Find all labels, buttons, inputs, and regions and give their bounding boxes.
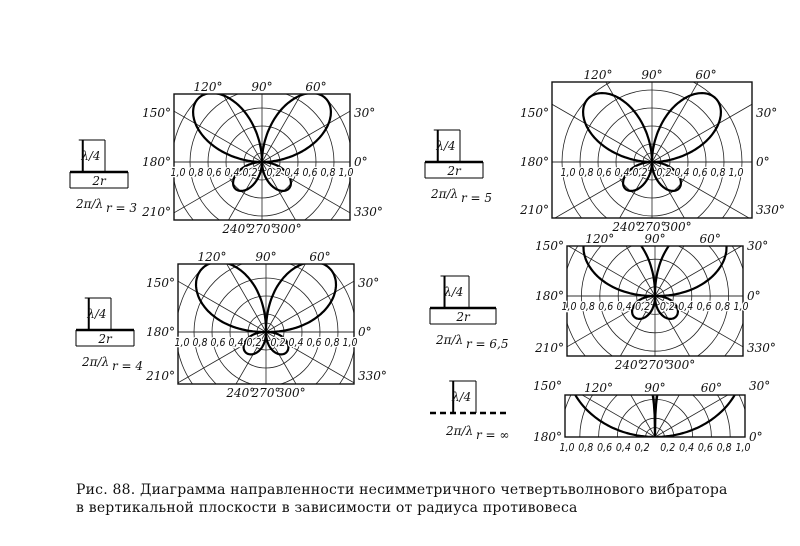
angle-label-30: 30°: [354, 106, 376, 120]
two-pi-over-lambda: 2π/λ: [82, 355, 110, 369]
grid-radial: [141, 260, 266, 332]
quarter-lambda-label: λ/4: [436, 139, 456, 153]
scale-tick: 1,0: [170, 167, 186, 179]
angle-label-270: 270°: [640, 358, 670, 372]
angle-label-270: 270°: [247, 222, 277, 236]
grid-radial: [525, 362, 655, 437]
scale-tick: 0,2: [242, 167, 258, 179]
angle-label-0: 0°: [354, 155, 368, 169]
angle-label-240: 240°: [222, 222, 252, 236]
scale-tick: 0,8: [715, 301, 731, 313]
angle-label-330: 330°: [756, 203, 785, 217]
angle-label-150: 150°: [520, 106, 549, 120]
scale-tick: 0,4: [228, 337, 244, 349]
scale-tick: 0,2: [660, 442, 676, 454]
angle-label-30: 30°: [756, 106, 778, 120]
condition-label: r = 4: [112, 359, 144, 373]
scale-tick: 0,8: [579, 301, 595, 313]
scale-tick: 1,0: [338, 167, 354, 179]
grid-radial: [652, 90, 777, 162]
angle-label-90: 90°: [644, 381, 666, 395]
two-r-label: 2r: [98, 332, 112, 346]
scale-tick: 0,8: [320, 167, 336, 179]
grid-radial: [137, 90, 262, 162]
side-label-p4: [430, 276, 509, 351]
two-r-label: 2r: [456, 310, 470, 324]
angle-label-180: 180°: [146, 325, 175, 339]
scale-tick: 0,4: [616, 301, 632, 313]
scale-tick: 0,6: [598, 301, 614, 313]
grid-radial: [262, 90, 387, 162]
angle-label-150: 150°: [535, 239, 564, 253]
side-label-p1: [70, 140, 137, 215]
angle-label-90: 90°: [251, 80, 273, 94]
angle-label-300: 300°: [666, 358, 696, 372]
angle-label-90: 90°: [644, 232, 666, 246]
scale-tick: 0,8: [192, 337, 208, 349]
quarter-lambda-label: λ/4: [81, 149, 101, 163]
scale-tick: 0,4: [615, 442, 631, 454]
two-pi-over-lambda: 2π/λ: [76, 197, 104, 211]
angle-label-180: 180°: [142, 155, 171, 169]
scale-tick: 1,0: [560, 167, 576, 179]
angle-label-210: 210°: [142, 205, 171, 219]
condition-label: r = ∞: [476, 428, 510, 442]
scale-tick: 0,4: [674, 167, 690, 179]
scale-tick: 0,6: [597, 442, 613, 454]
two-pi-over-lambda: 2π/λ: [446, 424, 474, 438]
scale-tick: 1,0: [728, 167, 744, 179]
scale-tick: 0,2: [656, 167, 672, 179]
angle-label-240: 240°: [614, 358, 644, 372]
side-label-p2: [425, 130, 492, 205]
two-r-label: 2r: [92, 174, 106, 188]
grid-radial: [190, 37, 262, 162]
scale-tick: 0,6: [696, 301, 712, 313]
angle-label-60: 60°: [699, 232, 721, 246]
angle-label-0: 0°: [747, 289, 761, 303]
angle-label-60: 60°: [695, 68, 717, 82]
angle-label-270: 270°: [251, 386, 281, 400]
angle-label-120: 120°: [197, 250, 227, 264]
scale-tick: 0,6: [306, 337, 322, 349]
scale-tick: 0,4: [224, 167, 240, 179]
scale-tick: 0,2: [270, 337, 286, 349]
angle-label-30: 30°: [358, 276, 380, 290]
grid-radial: [527, 90, 652, 162]
angle-label-150: 150°: [142, 106, 171, 120]
two-r-label: 2r: [447, 164, 461, 178]
angle-label-300: 300°: [662, 220, 692, 234]
scale-tick: 0,2: [634, 442, 650, 454]
scale-tick: 0,4: [284, 167, 300, 179]
angle-label-210: 210°: [520, 203, 549, 217]
quarter-lambda-label: λ/4: [451, 390, 472, 404]
angle-label-60: 60°: [309, 250, 331, 264]
scale-tick: 1,0: [559, 442, 575, 454]
scale-tick: 0,6: [302, 167, 318, 179]
angle-label-90: 90°: [255, 250, 277, 264]
angle-label-60: 60°: [305, 80, 327, 94]
angle-label-210: 210°: [535, 341, 564, 355]
angle-label-210: 210°: [146, 369, 175, 383]
grid-radial: [262, 37, 334, 162]
angle-label-330: 330°: [358, 369, 387, 383]
scale-tick: 1,0: [561, 301, 577, 313]
angle-label-120: 120°: [584, 381, 614, 395]
scale-tick: 0,4: [678, 301, 694, 313]
scale-tick: 1,0: [735, 442, 751, 454]
scale-tick: 0,8: [710, 167, 726, 179]
angle-label-150: 150°: [146, 276, 175, 290]
scale-tick: 0,8: [716, 442, 732, 454]
angle-label-120: 120°: [193, 80, 223, 94]
angle-label-240: 240°: [226, 386, 256, 400]
two-pi-over-lambda: 2π/λ: [431, 187, 459, 201]
angle-label-30: 30°: [747, 239, 769, 253]
polar-panel-p2: [508, 18, 796, 306]
caption-line-1: Рис. 88. Диаграмма направленности несимметричного четвертьволнового вибратора: [76, 482, 728, 498]
side-label-p5: [430, 381, 510, 442]
scale-tick: 0,2: [635, 301, 651, 313]
grid-radial: [652, 37, 724, 162]
scale-tick: 0,6: [596, 167, 612, 179]
scale-tick: 0,6: [697, 442, 713, 454]
scale-tick: 0,4: [679, 442, 695, 454]
angle-label-120: 120°: [583, 68, 613, 82]
angle-label-0: 0°: [358, 325, 372, 339]
angle-label-0: 0°: [756, 155, 770, 169]
angle-label-30: 30°: [749, 379, 771, 393]
scale-tick: 0,2: [632, 167, 648, 179]
condition-label: r = 6,5: [466, 337, 509, 351]
angle-label-90: 90°: [641, 68, 663, 82]
side-label-p3: [76, 298, 143, 373]
scale-tick: 0,6: [210, 337, 226, 349]
grid-radial: [580, 37, 652, 162]
angle-label-330: 330°: [354, 205, 383, 219]
scale-tick: 0,8: [578, 442, 594, 454]
scale-tick: 0,4: [288, 337, 304, 349]
scale-tick: 0,8: [578, 167, 594, 179]
angle-label-0: 0°: [749, 430, 763, 444]
scale-tick: 0,2: [659, 301, 675, 313]
scale-tick: 0,8: [324, 337, 340, 349]
condition-label: r = 5: [461, 191, 493, 205]
scale-tick: 0,6: [692, 167, 708, 179]
grid-radial: [266, 260, 391, 332]
scale-tick: 0,2: [246, 337, 262, 349]
angle-label-240: 240°: [612, 220, 642, 234]
angle-label-180: 180°: [535, 289, 564, 303]
grid-radial: [655, 362, 785, 437]
scale-tick: 0,4: [614, 167, 630, 179]
angle-label-330: 330°: [747, 341, 776, 355]
angle-label-60: 60°: [700, 381, 723, 395]
condition-label: r = 3: [106, 201, 138, 215]
caption-line-2: в вертикальной плоскости в зависимости от радиуса противовеса: [76, 500, 578, 516]
angle-label-150: 150°: [533, 379, 562, 393]
scale-tick: 0,2: [266, 167, 282, 179]
scale-tick: 1,0: [342, 337, 358, 349]
two-pi-over-lambda: 2π/λ: [436, 333, 464, 347]
scale-tick: 1,0: [174, 337, 190, 349]
scale-tick: 0,6: [206, 167, 222, 179]
angle-label-300: 300°: [276, 386, 306, 400]
angle-label-120: 120°: [585, 232, 615, 246]
quarter-lambda-label: λ/4: [87, 307, 107, 321]
angle-label-270: 270°: [637, 220, 667, 234]
angle-label-300: 300°: [272, 222, 302, 236]
scale-tick: 0,8: [188, 167, 204, 179]
angle-label-180: 180°: [520, 155, 549, 169]
quarter-lambda-label: λ/4: [444, 285, 464, 299]
angle-label-180: 180°: [533, 430, 562, 444]
scale-tick: 1,0: [733, 301, 749, 313]
